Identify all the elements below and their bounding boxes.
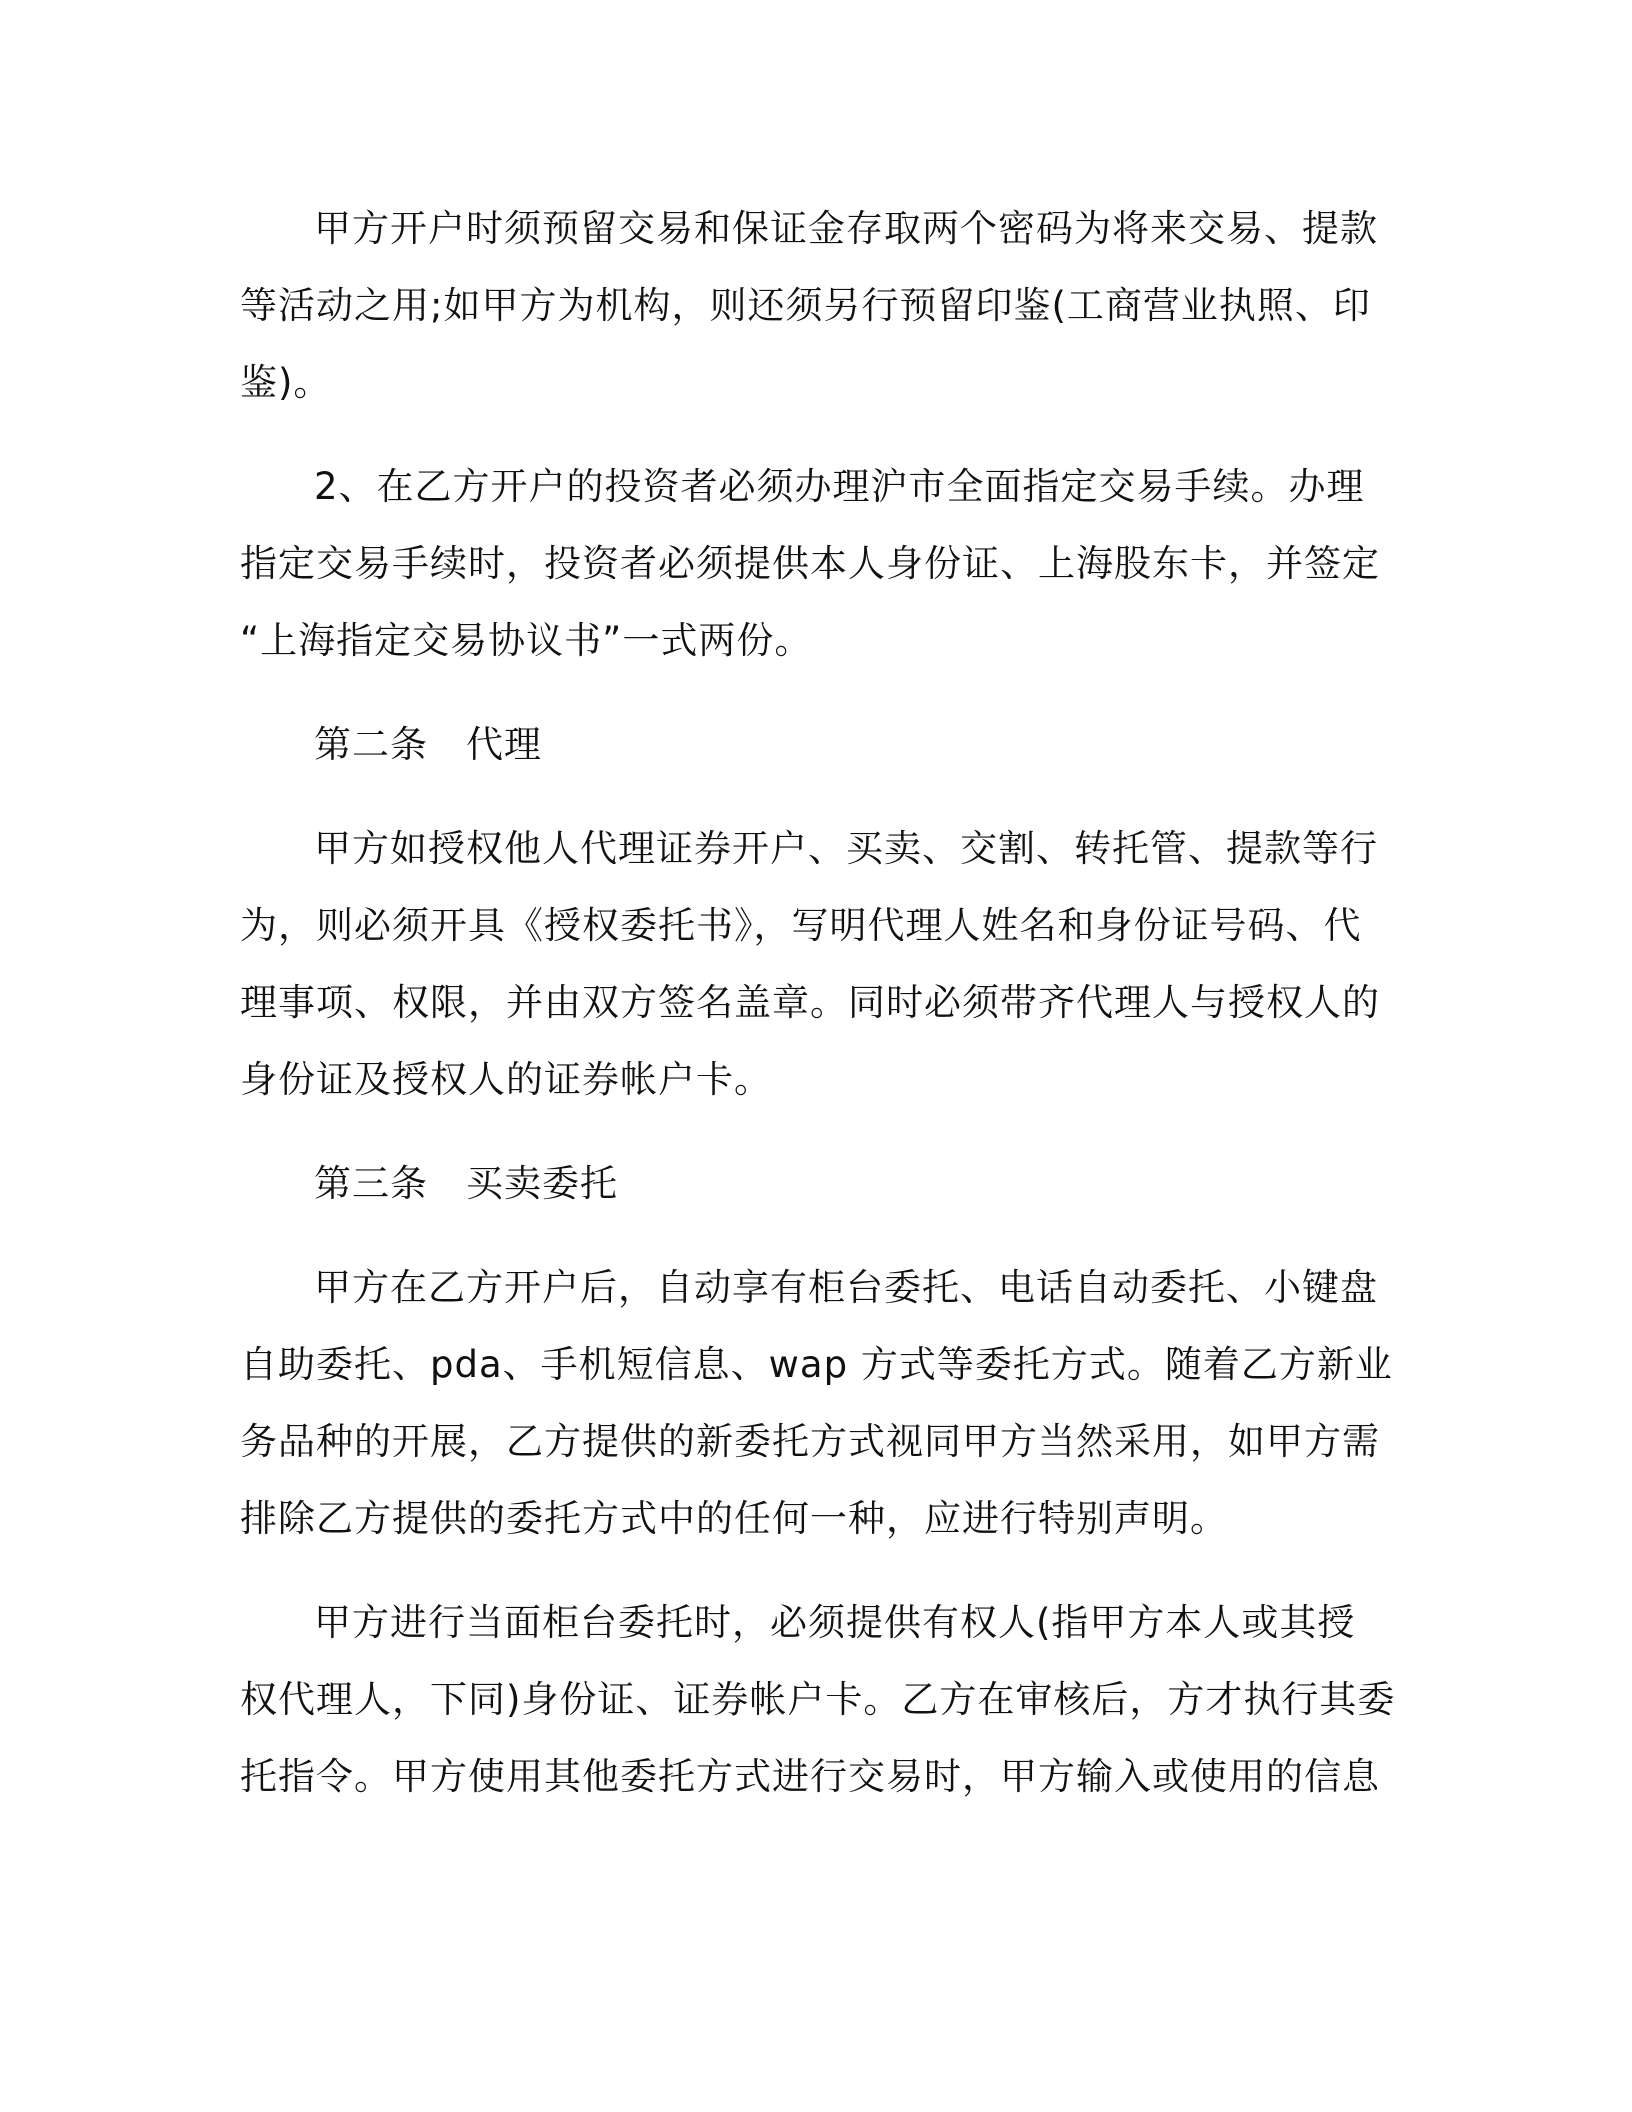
text-line: 指定交易手续时，投资者必须提供本人身份证、上海股东卡，并签定	[240, 542, 1380, 585]
text-line: 身份证及授权人的证券帐户卡。	[240, 1058, 772, 1101]
text-line: 自助委托、pda、手机短信息、wap 方式等委托方式。随着乙方新业	[240, 1343, 1393, 1386]
paragraph-designated-trading	[240, 448, 1400, 679]
text-line: 排除乙方提供的委托方式中的任何一种，应进行特别声明。	[240, 1497, 1228, 1540]
text-line: 甲方进行当面柜台委托时，必须提供有权人(指甲方本人或其授	[314, 1601, 1356, 1644]
article-heading-3: 第三条 买卖委托	[314, 1162, 618, 1205]
text-line: 理事项、权限，并由双方签名盖章。同时必须带齐代理人与授权人的	[240, 981, 1380, 1024]
text-line: 甲方如授权他人代理证券开户、买卖、交割、转托管、提款等行	[314, 827, 1378, 870]
text-line: 务品种的开展，乙方提供的新委托方式视同甲方当然采用，如甲方需	[240, 1420, 1380, 1463]
document-page	[240, 190, 1400, 1842]
text-line: 鉴)。	[240, 361, 332, 404]
paragraph-counter-entrust	[240, 1584, 1400, 1815]
text-line: 为，则必须开具《授权委托书》，写明代理人姓名和身份证号码、代	[240, 904, 1362, 947]
paragraph-passwords	[240, 190, 1400, 421]
text-line: 托指令。甲方使用其他委托方式进行交易时，甲方输入或使用的信息	[240, 1755, 1380, 1798]
text-line: 等活动之用;如甲方为机构，则还须另行预留印鉴(工商营业执照、印	[240, 284, 1371, 327]
text-line: “上海指定交易协议书”一式两份。	[240, 619, 813, 662]
paragraph-agency	[240, 810, 1400, 1118]
text-line: 甲方在乙方开户后，自动享有柜台委托、电话自动委托、小键盘	[314, 1266, 1378, 1309]
paragraph-entrust-methods	[240, 1249, 1400, 1557]
text-line: 2、在乙方开户的投资者必须办理沪市全面指定交易手续。办理	[314, 465, 1365, 508]
text-line: 权代理人，下同)身份证、证券帐户卡。乙方在审核后，方才执行其委	[240, 1678, 1396, 1721]
article-heading-2: 第二条 代理	[314, 723, 542, 766]
text-line: 甲方开户时须预留交易和保证金存取两个密码为将来交易、提款	[314, 207, 1378, 250]
